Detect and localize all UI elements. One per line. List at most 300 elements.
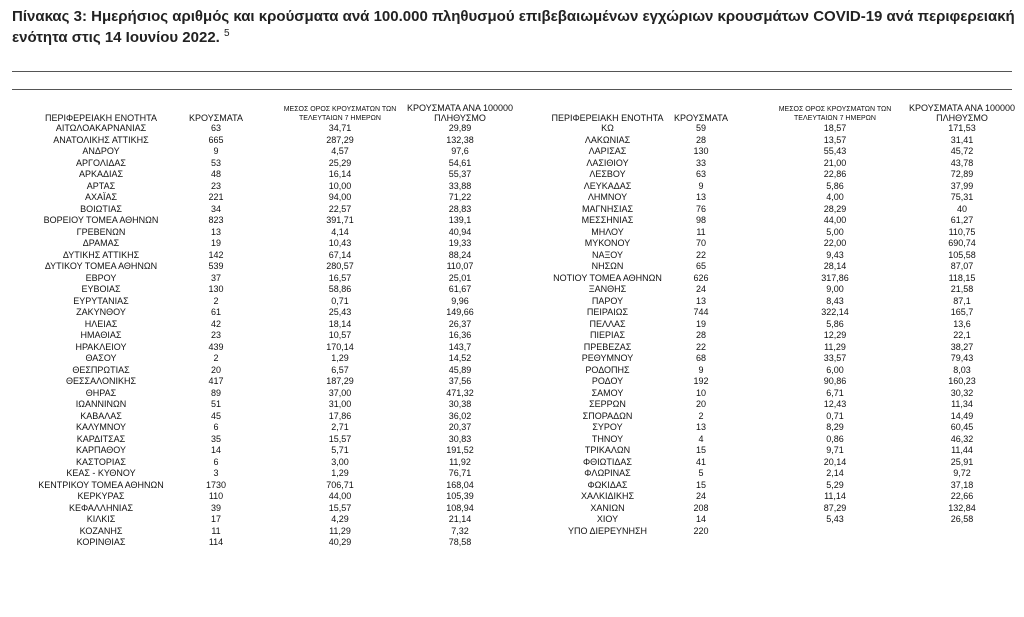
per100k-cell: 22,66	[950, 491, 974, 501]
region-cell: ΔΡΑΜΑΣ	[82, 238, 120, 248]
header-cases: ΚΡΟΥΣΜΑΤΑ	[674, 113, 728, 123]
header-avg7: ΜΕΣΟΣ ΟΡΟΣ ΚΡΟΥΣΜΑΤΩΝ ΤΩΝ ΤΕΛΕΥΤΑΙΩΝ 7 ΗΜΕΡΩΝ	[778, 106, 892, 122]
avg7-cell: 37,00	[328, 387, 352, 398]
per100k-cell: 9,96	[451, 295, 469, 306]
avg7-cell: 31,00	[328, 399, 352, 409]
cases-cell: 10	[695, 387, 706, 398]
avg7-cell: 5,71	[331, 445, 349, 455]
per100k-cell: 61,27	[950, 215, 974, 225]
avg7-cell: 5,29	[826, 479, 844, 490]
avg7-cell: 391,71	[326, 215, 354, 225]
region-cell: ΑΝΔΡΟΥ	[82, 146, 120, 156]
cases-cell: 13	[695, 295, 706, 306]
cases-cell: 41	[695, 456, 706, 467]
avg7-cell: 0,71	[826, 410, 844, 421]
per100k-cell: 108,94	[446, 502, 474, 513]
cases-cell: 6	[213, 456, 219, 467]
region-cell: ΑΙΤΩΛΟΑΚΑΡΝΑΝΙΑΣ	[55, 123, 147, 133]
region-cell: ΚΕΡΚΥΡΑΣ	[77, 491, 125, 501]
avg7-cell: 317,86	[821, 272, 849, 283]
region-cell: ΣΥΡΟΥ	[592, 422, 623, 432]
region-cell: ΧΑΛΚΙΔΙΚΗΣ	[580, 491, 635, 501]
region-cell: ΠΡΕΒΕΖΑΣ	[583, 341, 632, 352]
per100k-cell: 191,52	[446, 445, 474, 455]
region-cell: ΝΟΤΙΟΥ ΤΟΜΕΑ ΑΘΗΝΩΝ	[553, 272, 662, 283]
cases-cell: 208	[693, 502, 709, 513]
region-cell: ΠΕΛΛΑΣ	[589, 318, 626, 329]
region-cell: ΘΑΣΟΥ	[85, 353, 117, 363]
region-cell: ΚΟΖΑΝΗΣ	[79, 525, 123, 536]
cases-cell: 51	[210, 399, 221, 409]
per100k-cell: 37,18	[950, 479, 974, 490]
region-cell: ΛΗΜΝΟΥ	[587, 192, 628, 202]
cases-cell: 17	[210, 514, 221, 524]
cases-cell: 39	[210, 502, 221, 513]
cases-cell: 22	[695, 249, 706, 260]
per100k-cell: 21,14	[448, 514, 472, 524]
region-cell: ΦΩΚΙΔΑΣ	[587, 479, 628, 490]
region-cell: ΗΜΑΘΙΑΣ	[80, 330, 122, 340]
cases-cell: 14	[695, 514, 706, 524]
per100k-cell: 40	[956, 203, 967, 214]
per100k-cell: 9,72	[953, 468, 971, 478]
avg7-cell: 25,43	[328, 307, 352, 317]
avg7-cell: 10,43	[328, 238, 352, 248]
avg7-cell: 94,00	[328, 192, 352, 202]
region-cell: ΗΡΑΚΛΕΙΟΥ	[75, 341, 127, 352]
cases-cell: 48	[210, 169, 221, 179]
avg7-cell: 15,57	[328, 433, 352, 444]
region-cell: ΜΥΚΟΝΟΥ	[584, 238, 631, 248]
avg7-cell: 34,71	[328, 123, 352, 133]
region-cell: ΛΑΡΙΣΑΣ	[588, 146, 627, 156]
per100k-cell: 25,91	[950, 456, 974, 467]
per100k-cell: 14,52	[448, 353, 472, 363]
cases-cell: 33	[695, 157, 706, 168]
region-cell: ΚΑΣΤΟΡΙΑΣ	[76, 456, 126, 467]
cases-cell: 130	[208, 284, 224, 294]
per100k-cell: 33,88	[448, 180, 472, 191]
per100k-cell: 61,67	[448, 284, 472, 294]
cases-cell: 19	[695, 318, 706, 329]
per100k-cell: 132,84	[948, 502, 976, 513]
cases-cell: 2	[213, 353, 219, 363]
avg7-cell: 11,14	[824, 491, 846, 501]
per100k-cell: 87,07	[950, 261, 974, 271]
avg7-cell: 5,43	[826, 514, 844, 524]
cases-cell: 37	[210, 272, 221, 283]
per100k-cell: 11,92	[449, 456, 471, 467]
per100k-cell: 7,32	[451, 525, 469, 536]
per100k-cell: 149,66	[446, 307, 474, 317]
avg7-cell: 5,00	[826, 226, 844, 237]
per100k-cell: 31,41	[950, 134, 974, 145]
header-region: ΠΕΡΙΦΕΡΕΙΑΚΗ ΕΝΟΤΗΤΑ	[551, 113, 664, 123]
avg7-cell: 706,71	[326, 479, 354, 490]
avg7-cell: 2,14	[826, 468, 844, 478]
avg7-cell: 2,71	[331, 422, 349, 432]
avg7-cell: 6,57	[331, 364, 349, 375]
cases-cell: 130	[693, 146, 709, 156]
region-cell: ΑΡΓΟΛΙΔΑΣ	[76, 157, 126, 168]
cases-cell: 13	[695, 422, 706, 432]
per100k-cell: 30,32	[950, 387, 974, 398]
region-cell: ΧΑΝΙΩΝ	[590, 502, 625, 513]
per100k-cell: 54,61	[448, 157, 472, 168]
region-cell: ΧΙΟΥ	[596, 514, 619, 524]
region-cell: ΛΑΣΙΘΙΟΥ	[586, 157, 629, 168]
region-cell: ΚΑΡΠΑΘΟΥ	[75, 445, 127, 455]
region-cell: ΚΑΒΑΛΑΣ	[80, 410, 122, 421]
cases-cell: 70	[695, 238, 706, 248]
avg7-cell: 1,29	[331, 353, 349, 363]
per100k-cell: 21,58	[950, 284, 974, 294]
region-cell: ΕΒΡΟΥ	[85, 272, 117, 283]
region-cell: ΘΗΡΑΣ	[85, 387, 117, 398]
cases-cell: 22	[695, 341, 706, 352]
region-cell: ΙΩΑΝΝΙΝΩΝ	[75, 399, 127, 409]
region-cell: ΖΑΚΥΝΘΟΥ	[76, 307, 126, 317]
cases-cell: 9	[213, 146, 219, 156]
per100k-cell: 40,94	[448, 226, 472, 237]
per100k-cell: 36,02	[448, 410, 472, 421]
region-cell: ΛΕΥΚΑΔΑΣ	[583, 180, 632, 191]
avg7-cell: 0,71	[331, 295, 349, 306]
avg7-cell: 12,43	[823, 399, 847, 409]
region-cell: ΕΥΒΟΙΑΣ	[81, 284, 121, 294]
avg7-cell: 1,29	[331, 468, 349, 478]
per100k-cell: 45,89	[448, 364, 472, 375]
avg7-cell: 9,00	[826, 284, 844, 294]
header-per100k: ΚΡΟΥΣΜΑΤΑ ΑΝΑ 100000 ΠΛΗΘΥΣΜΟ	[407, 103, 513, 123]
cases-cell: 2	[698, 410, 704, 421]
cases-cell: 28	[695, 134, 706, 145]
per100k-cell: 105,58	[948, 249, 976, 260]
per100k-cell: 78,58	[448, 537, 472, 547]
second-rule	[12, 89, 1012, 90]
avg7-cell: 11,29	[824, 341, 846, 352]
cases-cell: 665	[208, 134, 224, 145]
per100k-cell: 43,78	[950, 157, 974, 168]
per100k-cell: 28,83	[448, 203, 472, 214]
cases-cell: 6	[213, 422, 219, 432]
cases-cell: 439	[208, 341, 224, 352]
avg7-cell: 28,14	[823, 261, 847, 271]
per100k-cell: 171,53	[948, 123, 976, 133]
header-avg7: ΜΕΣΟΣ ΟΡΟΣ ΚΡΟΥΣΜΑΤΩΝ ΤΩΝ ΤΕΛΕΥΤΑΙΩΝ 7 ΗΜΕΡΩΝ	[283, 106, 397, 122]
cases-cell: 45	[210, 410, 221, 421]
avg7-cell: 0,86	[826, 433, 844, 444]
avg7-cell: 10,57	[328, 330, 352, 340]
cases-cell: 220	[693, 525, 709, 536]
cases-cell: 15	[695, 479, 706, 490]
per100k-cell: 45,72	[950, 146, 974, 156]
avg7-cell: 44,00	[328, 491, 352, 501]
per100k-cell: 690,74	[948, 238, 976, 248]
per100k-cell: 76,71	[448, 468, 472, 478]
per100k-cell: 55,37	[448, 169, 472, 179]
avg7-cell: 6,00	[826, 364, 844, 375]
region-cell: ΣΠΟΡΑΔΩΝ	[582, 410, 633, 421]
cases-cell: 14	[210, 445, 221, 455]
cases-cell: 65	[695, 261, 706, 271]
title-text: Πίνακας 3: Ημερήσιος αριθμός και κρούσματα ανά 100.000 πληθυσμού επιβεβαιωμένων εγχώριων κρουσμάτων COVID-19 ανά περιφερειακή ενότητα στις 14 Ιουνίου 2022.	[12, 8, 1015, 46]
per100k-cell: 38,27	[950, 341, 974, 352]
avg7-cell: 187,29	[326, 376, 354, 386]
region-cell: ΑΡΤΑΣ	[86, 180, 116, 191]
region-cell: ΠΑΡΟΥ	[591, 295, 624, 306]
cases-cell: 9	[698, 180, 704, 191]
region-cell: ΡΟΔΟΥ	[591, 376, 624, 386]
region-cell: ΤΗΝΟΥ	[591, 433, 624, 444]
avg7-cell: 4,57	[331, 146, 349, 156]
avg7-cell: 44,00	[823, 215, 847, 225]
region-cell: ΚΑΡΔΙΤΣΑΣ	[76, 433, 126, 444]
avg7-cell: 22,86	[823, 169, 847, 179]
per100k-cell: 105,39	[446, 491, 474, 501]
avg7-cell: 10,00	[328, 180, 352, 191]
avg7-cell: 3,00	[331, 456, 349, 467]
region-cell: ΜΑΓΝΗΣΙΑΣ	[581, 203, 634, 214]
avg7-cell: 22,00	[823, 238, 847, 248]
per100k-cell: 19,33	[448, 238, 472, 248]
cases-cell: 823	[208, 215, 224, 225]
avg7-cell: 58,86	[328, 284, 352, 294]
cases-cell: 11	[696, 226, 706, 237]
region-cell: ΡΕΘΥΜΝΟΥ	[581, 353, 634, 363]
region-cell: ΚΕΝΤΡΙΚΟΥ ΤΟΜΕΑ ΑΘΗΝΩΝ	[38, 479, 164, 490]
region-cell: ΥΠΟ ΔΙΕΡΕΥΝΗΣΗ	[567, 525, 648, 536]
cases-cell: 142	[208, 249, 224, 260]
avg7-cell: 5,86	[826, 318, 844, 329]
cases-cell: 76	[695, 203, 706, 214]
cases-cell: 53	[210, 157, 221, 168]
per100k-cell: 8,03	[953, 364, 971, 375]
per100k-cell: 37,56	[448, 376, 472, 386]
cases-cell: 24	[695, 284, 706, 294]
avg7-cell: 9,71	[826, 445, 844, 455]
region-cell: ΑΧΑΪΑΣ	[84, 192, 118, 202]
avg7-cell: 21,00	[823, 157, 847, 168]
region-cell: ΚΕΦΑΛΛΗΝΙΑΣ	[68, 502, 134, 513]
cases-cell: 1730	[205, 479, 227, 490]
per100k-cell: 13,6	[953, 318, 971, 329]
cases-cell: 28	[695, 330, 706, 340]
region-cell: ΣΕΡΡΩΝ	[589, 399, 626, 409]
cases-cell: 23	[210, 330, 221, 340]
avg7-cell: 6,71	[826, 387, 844, 398]
region-cell: ΚΕΑΣ - ΚΥΘΝΟΥ	[66, 468, 136, 478]
region-cell: ΒΟΡΕΙΟΥ ΤΟΜΕΑ ΑΘΗΝΩΝ	[43, 215, 159, 225]
avg7-cell: 18,57	[823, 123, 847, 133]
region-cell: ΠΕΙΡΑΙΩΣ	[586, 307, 629, 317]
header-region: ΠΕΡΙΦΕΡΕΙΑΚΗ ΕΝΟΤΗΤΑ	[44, 113, 158, 123]
avg7-cell: 280,57	[326, 261, 354, 271]
per100k-cell: 16,36	[448, 330, 472, 340]
region-cell: ΔΥΤΙΚΟΥ ΤΟΜΕΑ ΑΘΗΝΩΝ	[44, 261, 158, 271]
region-cell: ΚΟΡΙΝΘΙΑΣ	[76, 537, 126, 547]
cases-cell: 35	[210, 433, 221, 444]
avg7-cell: 33,57	[823, 353, 847, 363]
per100k-cell: 168,04	[446, 479, 474, 490]
per100k-cell: 37,99	[950, 180, 974, 191]
avg7-cell: 40,29	[328, 537, 352, 547]
region-cell: ΣΑΜΟΥ	[591, 387, 624, 398]
region-cell: ΝΗΣΩΝ	[591, 261, 624, 271]
region-cell: ΞΑΝΘΗΣ	[588, 284, 627, 294]
per100k-cell: 30,38	[448, 399, 472, 409]
per100k-cell: 88,24	[448, 249, 472, 260]
top-rule	[12, 71, 1012, 72]
avg7-cell: 16,14	[328, 169, 352, 179]
per100k-cell: 160,23	[948, 376, 976, 386]
region-cell: ΘΕΣΠΡΩΤΙΑΣ	[72, 364, 130, 375]
per100k-cell: 29,89	[448, 123, 472, 133]
per100k-cell: 471,32	[446, 387, 474, 398]
avg7-cell: 5,86	[826, 180, 844, 191]
cases-cell: 5	[698, 468, 704, 478]
region-cell: ΝΑΞΟΥ	[591, 249, 624, 260]
cases-cell: 110	[208, 491, 224, 501]
cases-cell: 89	[210, 387, 221, 398]
cases-cell: 13	[695, 192, 706, 202]
avg7-cell: 15,57	[328, 502, 352, 513]
region-cell: ΑΡΚΑΔΙΑΣ	[78, 169, 124, 179]
cases-cell: 744	[693, 307, 709, 317]
avg7-cell: 67,14	[328, 249, 352, 260]
per100k-cell: 26,37	[448, 318, 472, 329]
region-cell: ΛΑΚΩΝΙΑΣ	[584, 134, 631, 145]
per100k-cell: 79,43	[950, 353, 974, 363]
cases-cell: 417	[208, 376, 224, 386]
region-cell: ΜΗΛΟΥ	[591, 226, 624, 237]
avg7-cell: 287,29	[326, 134, 354, 145]
cases-cell: 24	[695, 491, 706, 501]
avg7-cell: 4,29	[331, 514, 349, 524]
avg7-cell: 55,43	[823, 146, 847, 156]
per100k-cell: 46,32	[950, 433, 974, 444]
region-cell: ΒΟΙΩΤΙΑΣ	[80, 203, 122, 214]
per100k-cell: 165,7	[950, 307, 974, 317]
avg7-cell: 8,43	[826, 295, 844, 306]
per100k-cell: 11,44	[951, 445, 973, 455]
per100k-cell: 110,75	[948, 226, 976, 237]
region-cell: ΗΛΕΙΑΣ	[84, 318, 118, 329]
region-cell: ΘΕΣΣΑΛΟΝΙΚΗΣ	[65, 376, 137, 386]
cases-cell: 192	[693, 376, 709, 386]
avg7-cell: 170,14	[326, 341, 354, 352]
per100k-cell: 26,58	[950, 514, 974, 524]
cases-cell: 23	[210, 180, 221, 191]
region-cell: ΚΩ	[601, 123, 614, 133]
per100k-cell: 110,07	[446, 261, 474, 271]
avg7-cell: 9,43	[826, 249, 844, 260]
cases-cell: 61	[210, 307, 221, 317]
cases-cell: 98	[695, 215, 706, 225]
cases-cell: 42	[210, 318, 221, 329]
per100k-cell: 25,01	[448, 272, 472, 283]
region-cell: ΤΡΙΚΑΛΩΝ	[584, 445, 631, 455]
cases-cell: 13	[210, 226, 221, 237]
cases-cell: 11	[211, 525, 221, 536]
header-per100k: ΚΡΟΥΣΜΑΤΑ ΑΝΑ 100000 ΠΛΗΘΥΣΜΟ	[909, 103, 1015, 123]
avg7-cell: 17,86	[328, 410, 352, 421]
per100k-cell: 30,83	[448, 433, 472, 444]
per100k-cell: 14,49	[950, 410, 974, 421]
region-cell: ΜΕΣΣΗΝΙΑΣ	[581, 215, 634, 225]
per100k-cell: 11,34	[951, 399, 973, 409]
region-cell: ΑΝΑΤΟΛΙΚΗΣ ΑΤΤΙΚΗΣ	[53, 134, 149, 145]
avg7-cell: 13,57	[823, 134, 847, 145]
per100k-cell: 132,38	[446, 134, 474, 145]
cases-cell: 626	[693, 272, 709, 283]
per100k-cell: 60,45	[950, 422, 974, 432]
per100k-cell: 118,15	[948, 272, 976, 283]
cases-cell: 63	[210, 123, 221, 133]
per100k-cell: 143,7	[448, 341, 472, 352]
cases-cell: 59	[695, 123, 706, 133]
per100k-cell: 87,1	[953, 295, 971, 306]
cases-cell: 63	[695, 169, 706, 179]
per100k-cell: 139,1	[448, 215, 472, 225]
cases-cell: 19	[210, 238, 221, 248]
per100k-cell: 71,22	[448, 192, 472, 202]
region-cell: ΡΟΔΟΠΗΣ	[585, 364, 630, 375]
footnote-marker: 5	[224, 28, 230, 39]
avg7-cell: 25,29	[328, 157, 352, 168]
cases-cell: 20	[695, 399, 706, 409]
region-cell: ΚΙΛΚΙΣ	[86, 514, 116, 524]
per100k-cell: 22,1	[953, 330, 971, 340]
cases-cell: 114	[208, 537, 224, 547]
region-cell: ΓΡΕΒΕΝΩΝ	[76, 226, 126, 237]
region-cell: ΔΥΤΙΚΗΣ ΑΤΤΙΚΗΣ	[62, 249, 140, 260]
cases-cell: 15	[695, 445, 706, 455]
cases-cell: 3	[213, 468, 219, 478]
cases-cell: 34	[210, 203, 221, 214]
avg7-cell: 16,57	[328, 272, 352, 283]
per100k-cell: 20,37	[448, 422, 472, 432]
avg7-cell: 8,29	[826, 422, 844, 432]
region-cell: ΦΛΩΡΙΝΑΣ	[584, 468, 631, 478]
region-cell: ΚΑΛΥΜΝΟΥ	[75, 422, 127, 432]
avg7-cell: 322,14	[821, 307, 849, 317]
avg7-cell: 22,57	[328, 203, 352, 214]
avg7-cell: 90,86	[823, 376, 847, 386]
region-cell: ΠΙΕΡΙΑΣ	[589, 330, 626, 340]
cases-cell: 539	[208, 261, 224, 271]
per100k-cell: 97,6	[451, 146, 469, 156]
cases-cell: 9	[698, 364, 704, 375]
cases-cell: 221	[208, 192, 224, 202]
avg7-cell: 18,14	[328, 318, 352, 329]
avg7-cell: 4,14	[331, 226, 349, 237]
cases-cell: 20	[210, 364, 221, 375]
avg7-cell: 28,29	[823, 203, 847, 214]
per100k-cell: 75,31	[950, 192, 974, 202]
avg7-cell: 12,29	[823, 330, 847, 340]
avg7-cell: 4,00	[826, 192, 844, 202]
avg7-cell: 87,29	[823, 502, 847, 513]
cases-cell: 2	[213, 295, 219, 306]
region-cell: ΕΥΡΥΤΑΝΙΑΣ	[73, 295, 129, 306]
per100k-cell: 72,89	[950, 169, 974, 179]
cases-cell: 4	[698, 433, 704, 444]
page-title	[12, 6, 1016, 48]
avg7-cell: 20,14	[823, 456, 847, 467]
header-cases: ΚΡΟΥΣΜΑΤΑ	[189, 113, 243, 123]
cases-cell: 68	[695, 353, 706, 363]
